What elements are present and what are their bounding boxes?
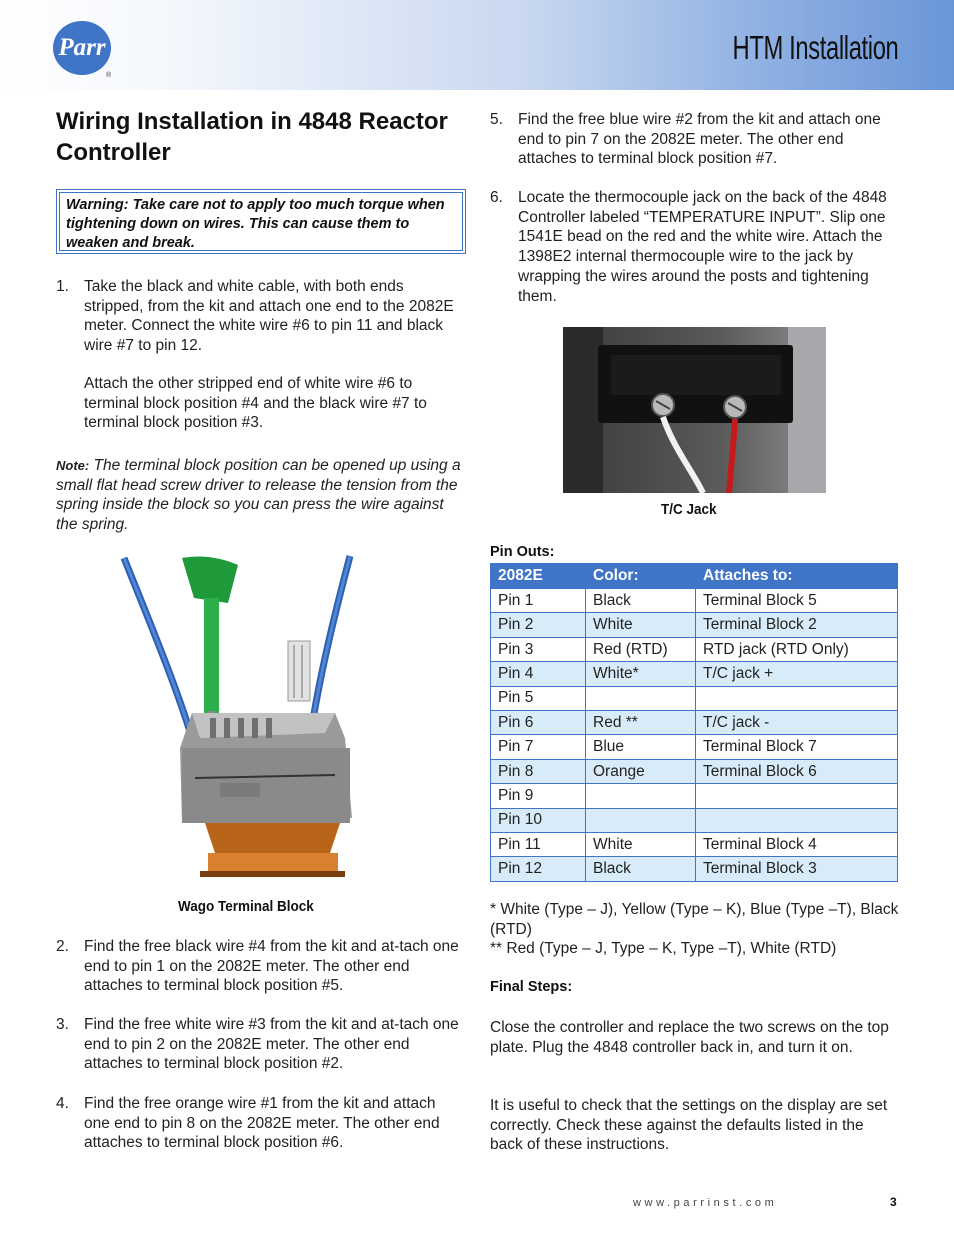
- table-cell: Terminal Block 2: [696, 613, 898, 637]
- footer-website: www.parrinst.com: [633, 1197, 778, 1209]
- step-text-continued: Attach the other stripped end of white wire #6 to terminal block position #4 and the black wire #7 to terminal block position #3.: [84, 375, 427, 432]
- column-header: 2082E: [491, 564, 586, 589]
- wago-terminal-block-photo: [120, 553, 360, 883]
- table-cell: Pin 2: [491, 613, 586, 637]
- step-4: [56, 1094, 461, 1154]
- step-number: 3.: [56, 1016, 69, 1033]
- logo-text: Parr: [58, 34, 106, 62]
- page-title: HTM Installation: [732, 29, 898, 66]
- pinout-table: [490, 563, 898, 882]
- table-cell: Black: [586, 589, 696, 613]
- table-cell: Red (RTD): [586, 637, 696, 661]
- table-cell: Pin 12: [491, 857, 586, 881]
- tc-jack-illustration: [563, 327, 826, 493]
- page-number: 3: [890, 1195, 897, 1209]
- step-3: [56, 1015, 461, 1075]
- step-2: [56, 937, 461, 997]
- table-cell: RTD jack (RTD Only): [696, 637, 898, 661]
- column-header: Attaches to:: [696, 564, 898, 589]
- table-cell: [696, 784, 898, 808]
- photo-caption-wago: Wago Terminal Block: [178, 898, 314, 915]
- pinouts-label: Pin Outs:: [490, 544, 555, 560]
- table-row: [491, 710, 898, 734]
- tc-jack-photo: [563, 327, 826, 493]
- registered-mark: ®: [106, 72, 112, 79]
- step-5: [490, 110, 900, 170]
- table-cell: Pin 5: [491, 686, 586, 710]
- table-cell: Blue: [586, 735, 696, 759]
- table-row: [491, 784, 898, 808]
- table-row: [491, 808, 898, 832]
- table-cell: Terminal Block 5: [696, 589, 898, 613]
- table-row: [491, 857, 898, 881]
- final-steps-paragraph-2: It is useful to check that the settings on the display are set correctly. Check these against the defaults listed in the back of these instructions.: [490, 1097, 888, 1154]
- table-cell: Terminal Block 6: [696, 759, 898, 783]
- table-row: [491, 686, 898, 710]
- column-header: Color:: [586, 564, 696, 589]
- table-cell: Pin 7: [491, 735, 586, 759]
- table-cell: Pin 8: [491, 759, 586, 783]
- table-cell: Terminal Block 4: [696, 832, 898, 856]
- section-heading: Wiring Installation in 4848 Reactor Controller: [56, 108, 448, 166]
- table-cell: Black: [586, 857, 696, 881]
- table-row: [491, 759, 898, 783]
- step-6: [490, 188, 900, 308]
- table-cell: T/C jack +: [696, 662, 898, 686]
- table-cell: [696, 686, 898, 710]
- table-cell: Pin 9: [491, 784, 586, 808]
- warning-text: Warning: Take care not to apply too much torque when tightening down on wires. This can cause them to weaken and break.: [59, 192, 463, 251]
- final-steps-paragraph-1: Close the controller and replace the two screws on the top plate. Plug the 4848 controller back in, and turn it on.: [490, 1019, 889, 1056]
- page-header: [0, 0, 954, 90]
- footnote-single-asterisk: * White (Type – J), Yellow (Type – K), Blue (Type –T), Black (RTD): [490, 901, 899, 938]
- step-text: Locate the thermocouple jack on the back of the 4848 Controller labeled “TEMPERATURE INPUT”. Slip one 1541E bead on the red and the white wire. Attach the 1398E2 internal thermocouple wire to the jack by wrapping the wires around the posts and tightening them.: [518, 189, 887, 305]
- table-cell: [696, 808, 898, 832]
- table-row: [491, 613, 898, 637]
- table-cell: White*: [586, 662, 696, 686]
- table-cell: [586, 784, 696, 808]
- footnote-double-asterisk: ** Red (Type – J, Type – K, Type –T), White (RTD): [490, 940, 837, 957]
- step-number: 2.: [56, 938, 69, 955]
- step-1: [56, 277, 461, 437]
- table-header-row: [491, 564, 898, 589]
- step-text: Take the black and white cable, with both ends stripped, from the kit and attach one end to the 2082E meter. Connect the white wire #6 to pin 11 and black wire #7 to pin 12.: [84, 278, 454, 355]
- terminal-block-illustration: [120, 553, 360, 883]
- table-cell: Orange: [586, 759, 696, 783]
- table-row: [491, 589, 898, 613]
- note-label: Note:: [56, 458, 90, 473]
- table-cell: Terminal Block 7: [696, 735, 898, 759]
- note: [56, 456, 461, 535]
- table-cell: Pin 11: [491, 832, 586, 856]
- table-cell: White: [586, 613, 696, 637]
- table-cell: [586, 808, 696, 832]
- table-cell: Pin 10: [491, 808, 586, 832]
- table-cell: [586, 686, 696, 710]
- table-cell: Red **: [586, 710, 696, 734]
- table-cell: Pin 1: [491, 589, 586, 613]
- table-row: [491, 662, 898, 686]
- step-text: Find the free blue wire #2 from the kit and attach one end to pin 7 on the 2082E meter. The other end attaches to terminal block position #7.: [518, 111, 881, 168]
- step-number: 5.: [490, 111, 503, 128]
- table-cell: White: [586, 832, 696, 856]
- table-cell: T/C jack -: [696, 710, 898, 734]
- table-cell: Pin 3: [491, 637, 586, 661]
- table-row: [491, 832, 898, 856]
- step-text: Find the free black wire #4 from the kit and at-tach one end to pin 1 on the 2082E meter. The other end attaches to terminal block position #5.: [84, 938, 459, 995]
- parr-logo: [53, 21, 111, 75]
- table-row: [491, 637, 898, 661]
- table-cell: Pin 4: [491, 662, 586, 686]
- note-text: The terminal block position can be opened up using a small flat head screw driver to release the tension from the spring inside the block so you can press the wire against the spring.: [56, 457, 461, 534]
- step-number: 4.: [56, 1095, 69, 1112]
- step-text: Find the free orange wire #1 from the kit and attach one end to pin 8 on the 2082E meter. The other end attaches to terminal block position #6.: [84, 1095, 440, 1152]
- table-row: [491, 735, 898, 759]
- table-cell: Pin 6: [491, 710, 586, 734]
- step-text: Find the free white wire #3 from the kit and at-tach one end to pin 2 on the 2082E meter. The other end attaches to terminal block position #2.: [84, 1016, 459, 1073]
- step-number: 1.: [56, 278, 69, 295]
- step-number: 6.: [490, 189, 503, 206]
- table-cell: Terminal Block 3: [696, 857, 898, 881]
- final-steps-label: Final Steps:: [490, 979, 573, 995]
- photo-caption-tc-jack: T/C Jack: [661, 501, 717, 518]
- warning-box: [56, 189, 466, 254]
